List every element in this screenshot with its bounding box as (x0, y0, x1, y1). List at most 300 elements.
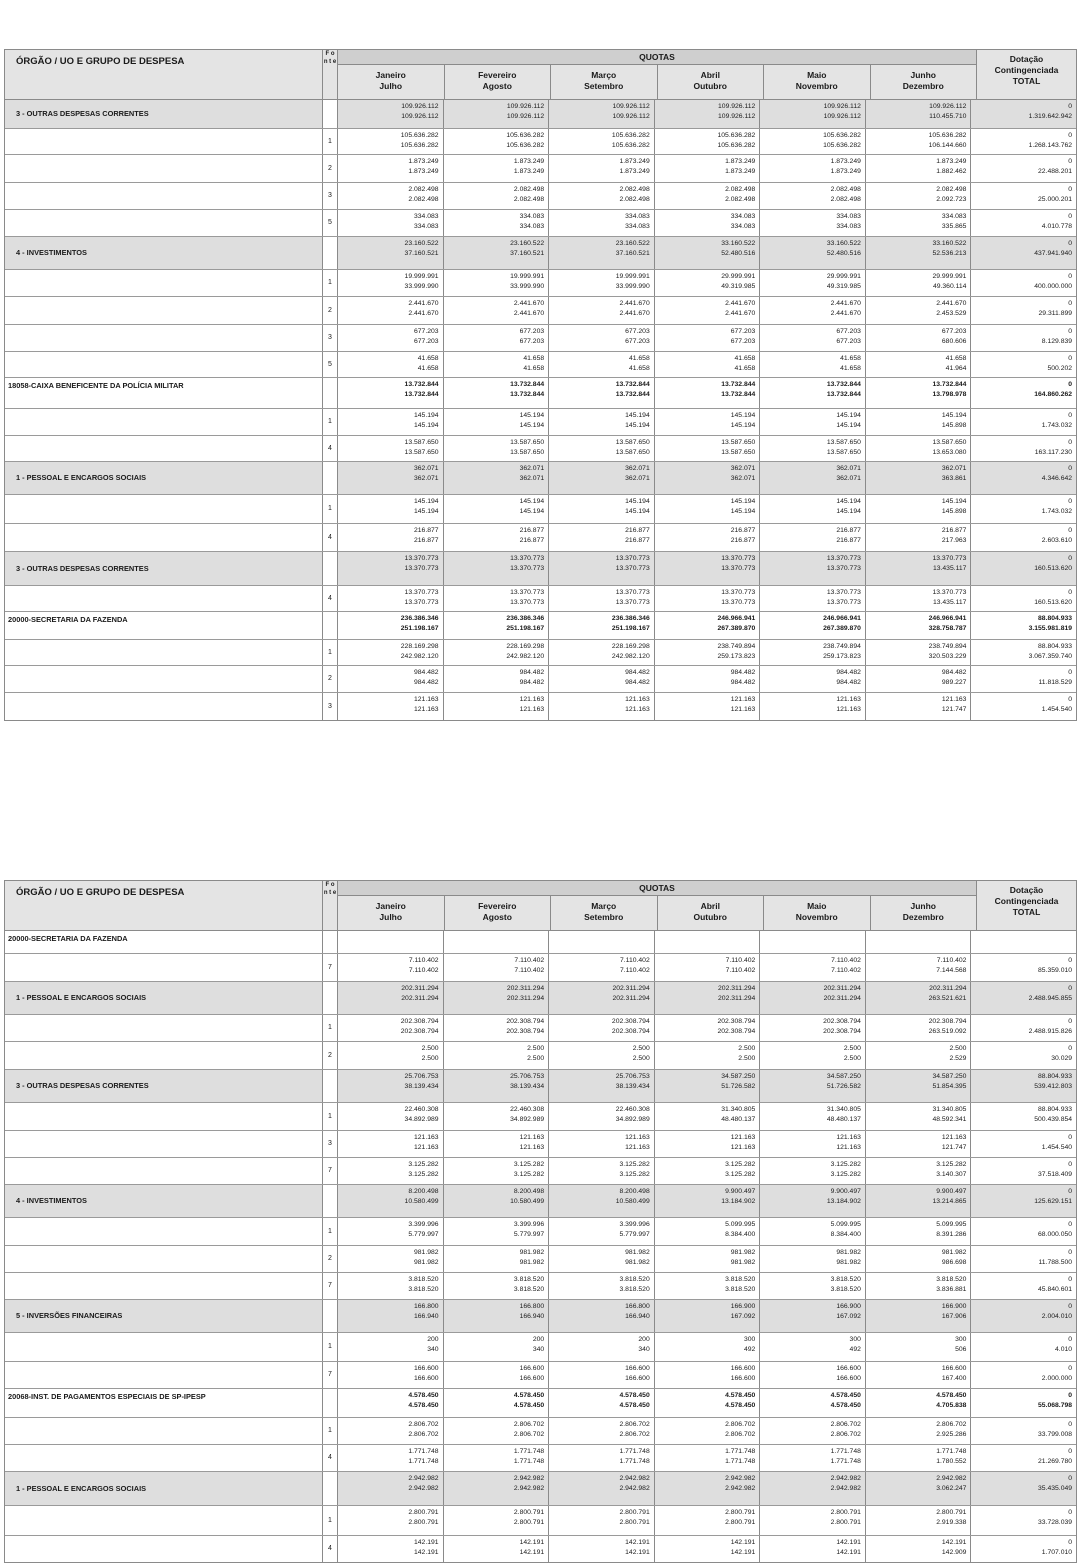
quota-cell (337, 270, 443, 296)
quota-first-half: 984.482 (836, 669, 861, 676)
quota-cell (759, 1389, 865, 1417)
quota-cell (548, 982, 654, 1014)
total-cell (970, 1362, 1076, 1388)
quota-first-half: 2.500 (949, 1045, 967, 1052)
total-cell (970, 155, 1076, 182)
quota-cell (759, 1070, 865, 1102)
row-label (5, 1103, 322, 1130)
quota-cell (865, 1333, 971, 1361)
quota-first-half: 9.900.497 (725, 1188, 756, 1195)
quota-second-half: 334.083 (519, 223, 545, 230)
quota-second-half: 166.600 (625, 1375, 650, 1382)
quota-second-half: 2.806.702 (619, 1431, 650, 1438)
month-header (338, 896, 444, 930)
organ-row (5, 377, 1076, 408)
quota-first-half: 677.203 (625, 328, 650, 335)
quota-cell (443, 982, 549, 1014)
row-label (5, 1445, 322, 1471)
quota-second-half: 2.441.670 (619, 310, 650, 317)
quota-first-half: 362.071 (836, 465, 861, 472)
total-value: 437.941.940 (1034, 250, 1073, 257)
fonte-code: 2 (322, 155, 337, 182)
quota-cell (759, 640, 865, 665)
quota-first-half: 228.169.298 (506, 643, 545, 650)
total-header-line3: TOTAL (1012, 76, 1041, 86)
row-label: 20068-INST. DE PAGAMENTOS ESPECIAIS DE SP-IPESP (5, 1389, 322, 1417)
quota-cell (337, 1389, 443, 1417)
quota-first-half: 981.982 (414, 1249, 439, 1256)
budget-table-page-1 (4, 49, 1077, 721)
fonte-row (5, 1361, 1076, 1388)
quota-cell (548, 1536, 654, 1562)
quota-cell (337, 378, 443, 408)
quota-first-half: 142.191 (625, 1539, 650, 1546)
quota-cell (443, 1246, 549, 1272)
row-label: 4 - INVESTIMENTOS (5, 237, 322, 269)
quota-first-half: 31.340.805 (932, 1106, 967, 1113)
row-label (5, 1362, 322, 1388)
quota-first-half: 13.732.844 (615, 381, 650, 388)
quota-first-half: 246.966.941 (928, 615, 967, 622)
quota-second-half: 145.194 (519, 508, 545, 515)
quota-first-half: 2.500 (527, 1045, 545, 1052)
total-cell (970, 237, 1076, 269)
quota-first-half: 3.818.520 (830, 1276, 861, 1283)
quota-cell (443, 129, 549, 154)
quota-first-half: 29.999.991 (721, 273, 756, 280)
quota-cell (654, 1131, 760, 1157)
quota-first-half: 142.191 (519, 1539, 545, 1546)
quota-cell (759, 270, 865, 296)
quota-second-half: 105.636.282 (400, 142, 439, 149)
expense-group-row (5, 551, 1076, 585)
total-cell (970, 183, 1076, 209)
quota-cell (548, 1131, 654, 1157)
quota-cell (548, 1158, 654, 1184)
month-name-first-half: Fevereiro (478, 901, 517, 911)
quota-second-half: 3.836.881 (936, 1286, 967, 1293)
row-label: 3 - OUTRAS DESPESAS CORRENTES (5, 1070, 322, 1102)
quota-cell (865, 1070, 971, 1102)
quota-first-half: 2.082.498 (936, 186, 967, 193)
quota-cell (548, 155, 654, 182)
quota-first-half: 202.311.294 (612, 985, 650, 992)
quota-second-half: 2.500 (527, 1055, 545, 1062)
quota-first-half: 1.771.748 (936, 1448, 967, 1455)
quota-cell (548, 1300, 654, 1332)
row-label (5, 409, 322, 435)
quota-cell (865, 270, 971, 296)
quota-second-half: 1.873.249 (513, 168, 545, 175)
quota-cell (654, 693, 760, 720)
quota-first-half: 981.982 (730, 1249, 756, 1256)
quota-second-half: 51.726.582 (826, 1083, 861, 1090)
total-cell (970, 693, 1076, 720)
quota-cell (337, 524, 443, 551)
quota-first-half: 202.311.294 (823, 985, 861, 992)
quota-first-half: 2.942.982 (936, 1475, 967, 1482)
quota-second-half: 1.873.249 (408, 168, 439, 175)
quota-second-half: 52.480.516 (721, 250, 756, 257)
quota-first-half: 236.386.346 (506, 615, 545, 622)
quota-second-half: 242.982.120 (506, 653, 545, 660)
quota-cell (654, 100, 760, 128)
total-cell (970, 931, 1076, 953)
quota-cell (865, 586, 971, 611)
quota-cell (865, 378, 971, 408)
quota-cell (443, 1218, 549, 1245)
quota-second-half: 121.163 (414, 706, 439, 713)
quota-cell (865, 183, 971, 209)
quota-first-half: 334.083 (836, 213, 861, 220)
quota-second-half: 166.600 (414, 1375, 439, 1382)
quota-first-half: 202.311.294 (718, 985, 756, 992)
quota-second-half: 33.999.990 (615, 283, 650, 290)
row-label: 18058-CAIXA BENEFICENTE DA POLÍCIA MILITAR (5, 378, 322, 408)
quota-cell (865, 1015, 971, 1041)
fonte-code: 3 (322, 1131, 337, 1157)
quota-second-half: 121.163 (414, 1144, 439, 1151)
quota-second-half: 145.194 (414, 508, 439, 515)
quota-first-half: 2.441.670 (936, 300, 967, 307)
quota-second-half: 981.982 (836, 1259, 861, 1266)
quota-cell (865, 462, 971, 494)
quota-first-half: 34.587.250 (721, 1073, 756, 1080)
quota-second-half: 7.110.402 (725, 967, 756, 974)
quota-first-half: 166.600 (730, 1365, 756, 1372)
quota-second-half: 142.191 (836, 1549, 861, 1556)
quota-cell (548, 1070, 654, 1102)
quota-second-half: 986.698 (941, 1259, 967, 1266)
quota-second-half: 263.521.621 (928, 995, 967, 1002)
quota-cell (654, 552, 760, 585)
quota-second-half: 8.391.286 (936, 1231, 967, 1238)
fonte-code (322, 612, 337, 639)
quota-second-half: 4.578.450 (408, 1402, 439, 1409)
fonte-row (5, 435, 1076, 461)
quota-first-half: 13.732.844 (826, 381, 861, 388)
quota-second-half: 121.163 (730, 1144, 756, 1151)
quota-second-half: 2.082.498 (408, 196, 439, 203)
quota-second-half: 2.942.982 (830, 1485, 861, 1492)
quota-first-half: 145.194 (836, 498, 861, 505)
quota-cell (443, 552, 549, 585)
quota-first-half: 2.500 (421, 1045, 439, 1052)
quota-first-half: 145.194 (941, 412, 967, 419)
total-value: 1.319.642.942 (1028, 113, 1073, 120)
quota-first-half: 109.926.112 (506, 103, 545, 110)
quota-second-half: 3.140.307 (936, 1171, 967, 1178)
quota-first-half: 8.200.498 (619, 1188, 650, 1195)
total-contingenciada: 0 (1068, 555, 1073, 562)
quota-second-half: 13.184.902 (826, 1198, 861, 1205)
quota-cell (337, 1536, 443, 1562)
expense-group-row (5, 461, 1076, 494)
total-cell (970, 1158, 1076, 1184)
quota-second-half: 105.636.282 (611, 142, 650, 149)
quota-cell (337, 1445, 443, 1471)
fonte-row (5, 324, 1076, 351)
quota-first-half: 109.926.112 (929, 103, 967, 110)
month-name-first-half: Março (591, 901, 617, 911)
quota-cell (337, 436, 443, 461)
quota-second-half: 13.370.773 (510, 599, 545, 606)
month-header (338, 65, 444, 99)
quota-first-half: 2.500 (843, 1045, 861, 1052)
quota-first-half: 1.771.748 (408, 1448, 439, 1455)
quota-cell (548, 210, 654, 236)
quota-second-half: 145.194 (730, 422, 756, 429)
row-label (5, 1273, 322, 1299)
quota-second-half: 49.319.985 (826, 283, 861, 290)
quota-cell (337, 1506, 443, 1535)
total-value: 8.129.839 (1041, 338, 1073, 345)
quota-first-half: 105.636.282 (928, 132, 967, 139)
total-value: 4.010 (1055, 1346, 1073, 1353)
quota-first-half: 13.370.773 (932, 555, 967, 562)
quota-cell (337, 1015, 443, 1041)
quota-cell (548, 1185, 654, 1217)
quota-cell (654, 1158, 760, 1184)
quota-cell (548, 1362, 654, 1388)
quota-first-half: 13.587.650 (615, 439, 650, 446)
quota-cell (548, 1445, 654, 1471)
quota-second-half: 121.163 (730, 706, 756, 713)
total-contingenciada: 0 (1068, 465, 1073, 472)
quota-cell (654, 1389, 760, 1417)
quota-cell (865, 352, 971, 377)
quota-second-half: 2.500 (843, 1055, 861, 1062)
quota-second-half: 202.311.294 (506, 995, 545, 1002)
quota-second-half: 121.747 (941, 1144, 967, 1151)
row-label: 1 - PESSOAL E ENCARGOS SOCIAIS (5, 1472, 322, 1505)
quota-second-half: 13.798.978 (932, 391, 967, 398)
quota-first-half: 13.370.773 (826, 555, 861, 562)
quota-second-half: 167.092 (836, 1313, 861, 1320)
quota-cell (443, 237, 549, 269)
row-label (5, 495, 322, 523)
quota-cell (443, 1362, 549, 1388)
quota-cell (548, 325, 654, 351)
quota-second-half: 38.139.434 (615, 1083, 650, 1090)
quota-first-half: 4.578.450 (725, 1392, 756, 1399)
fonte-code: 1 (322, 129, 337, 154)
total-cell (970, 352, 1076, 377)
fonte-code: 4 (322, 1445, 337, 1471)
quota-second-half: 1.771.748 (830, 1458, 861, 1465)
quota-cell (654, 129, 760, 154)
quota-first-half: 3.399.996 (619, 1221, 650, 1228)
expense-group-row (5, 236, 1076, 269)
quota-second-half: 13.732.844 (404, 391, 439, 398)
quota-first-half: 145.194 (730, 412, 756, 419)
total-header-line3: TOTAL (1012, 907, 1041, 917)
quota-cell (548, 1472, 654, 1505)
quota-second-half: 3.125.282 (619, 1171, 650, 1178)
quota-second-half: 334.083 (730, 223, 756, 230)
quota-cell (759, 352, 865, 377)
quota-second-half: 145.898 (941, 508, 967, 515)
quota-second-half: 41.658 (840, 365, 861, 372)
quota-cell (443, 693, 549, 720)
total-contingenciada: 0 (1068, 1161, 1073, 1168)
quota-second-half: 13.732.844 (510, 391, 545, 398)
quota-first-half: 13.732.844 (932, 381, 967, 388)
quota-second-half: 4.705.838 (936, 1402, 967, 1409)
quota-cell (865, 1472, 971, 1505)
expense-group-row (5, 1299, 1076, 1332)
quota-cell (443, 100, 549, 128)
quota-cell (548, 270, 654, 296)
quota-first-half: 362.071 (941, 465, 967, 472)
quota-second-half: 1.882.462 (936, 168, 967, 175)
quota-first-half: 23.160.522 (404, 240, 439, 247)
organ-row (5, 1388, 1076, 1417)
quota-second-half: 13.587.650 (826, 449, 861, 456)
quota-first-half: 984.482 (414, 669, 439, 676)
quota-cell (337, 552, 443, 585)
quota-second-half: 202.308.794 (717, 1028, 756, 1035)
quota-cell (548, 495, 654, 523)
row-label: 4 - INVESTIMENTOS (5, 1185, 322, 1217)
fonte-code: 3 (322, 693, 337, 720)
fonte-code: 7 (322, 954, 337, 981)
total-contingenciada: 0 (1068, 213, 1073, 220)
quota-second-half: 145.194 (730, 508, 756, 515)
month-name-first-half: Janeiro (375, 901, 406, 911)
month-name-first-half: Fevereiro (478, 70, 517, 80)
total-contingenciada: 0 (1068, 1221, 1073, 1228)
total-contingenciada: 0 (1068, 527, 1073, 534)
quota-cell (443, 155, 549, 182)
quota-second-half: 51.854.395 (932, 1083, 967, 1090)
quota-cell (865, 1273, 971, 1299)
quota-first-half: 2.500 (632, 1045, 650, 1052)
quota-first-half: 216.877 (836, 527, 861, 534)
quota-second-half: 121.163 (625, 706, 650, 713)
quota-second-half: 121.163 (836, 1144, 861, 1151)
fonte-row (5, 408, 1076, 435)
quota-first-half: 2.942.982 (830, 1475, 861, 1482)
total-cell (970, 1389, 1076, 1417)
quota-second-half: 145.898 (941, 422, 967, 429)
quota-second-half: 340 (532, 1346, 545, 1353)
quota-cell (654, 1418, 760, 1444)
total-cell (970, 129, 1076, 154)
total-value: 37.518.409 (1038, 1171, 1073, 1178)
quota-second-half: 989.227 (941, 679, 967, 686)
quota-cell (654, 270, 760, 296)
quota-first-half: 145.194 (625, 498, 650, 505)
quota-cell (337, 1185, 443, 1217)
quota-second-half: 142.909 (941, 1549, 967, 1556)
quota-second-half: 109.926.112 (718, 113, 756, 120)
row-label (5, 1506, 322, 1535)
quota-first-half: 7.110.402 (620, 957, 650, 964)
quota-second-half: 121.747 (941, 706, 967, 713)
quota-cell (337, 1158, 443, 1184)
quota-second-half: 984.482 (625, 679, 650, 686)
quota-cell (443, 1333, 549, 1361)
quota-cell (337, 931, 443, 953)
quota-cell (654, 640, 760, 665)
quota-first-half: 334.083 (941, 213, 967, 220)
quota-second-half: 41.658 (417, 365, 439, 372)
quota-first-half: 5.099.995 (936, 1221, 967, 1228)
total-contingenciada: 0 (1068, 1509, 1073, 1516)
quota-cell (654, 495, 760, 523)
quota-second-half: 4.578.450 (725, 1402, 756, 1409)
total-contingenciada: 0 (1068, 1276, 1073, 1283)
fonte-code: 1 (322, 1333, 337, 1361)
fonte-code: 2 (322, 1246, 337, 1272)
quota-cell (548, 378, 654, 408)
quota-cell (759, 1418, 865, 1444)
quota-first-half: 166.600 (519, 1365, 545, 1372)
quota-first-half: 2.806.702 (936, 1421, 967, 1428)
quota-first-half: 1.771.748 (830, 1448, 861, 1455)
quota-cell (337, 129, 443, 154)
quota-first-half: 3.125.282 (936, 1161, 967, 1168)
quota-cell (759, 1158, 865, 1184)
quota-first-half: 3.399.996 (408, 1221, 439, 1228)
quota-second-half: 2.441.670 (725, 310, 756, 317)
quota-cell (337, 693, 443, 720)
quota-second-half: 216.877 (519, 537, 545, 544)
quota-cell (865, 1246, 971, 1272)
total-contingenciada: 0 (1068, 696, 1073, 703)
quota-second-half: 2.806.702 (408, 1431, 439, 1438)
quota-second-half: 37.160.521 (404, 250, 439, 257)
quota-cell (443, 524, 549, 551)
quota-first-half: 677.203 (941, 328, 967, 335)
total-cell (970, 1445, 1076, 1471)
quota-first-half: 166.900 (730, 1303, 756, 1310)
quota-first-half: 41.658 (945, 355, 967, 362)
quota-second-half: 263.519.092 (928, 1028, 967, 1035)
quota-second-half: 5.779.997 (513, 1231, 545, 1238)
quota-second-half: 2.800.791 (830, 1519, 861, 1526)
quota-cell (865, 1218, 971, 1245)
total-contingenciada: 0 (1068, 273, 1073, 280)
quota-first-half: 29.999.991 (932, 273, 967, 280)
quota-second-half: 13.653.080 (932, 449, 967, 456)
quota-cell (759, 462, 865, 494)
fonte-code (322, 462, 337, 494)
total-value: 1.707.010 (1041, 1549, 1073, 1556)
quota-second-half: 49.319.985 (721, 283, 756, 290)
quota-second-half: 677.203 (519, 338, 545, 345)
quota-first-half: 2.800.791 (830, 1509, 861, 1516)
quota-first-half: 984.482 (730, 669, 756, 676)
total-value: 1.454.540 (1041, 706, 1073, 713)
total-value: 1.268.143.762 (1028, 142, 1073, 149)
quota-second-half: 2.500 (738, 1055, 756, 1062)
fonte-code (322, 982, 337, 1014)
quota-cell (759, 378, 865, 408)
quota-first-half: 202.308.794 (717, 1018, 756, 1025)
row-label (5, 1131, 322, 1157)
quota-first-half: 334.083 (730, 213, 756, 220)
fonte-row (5, 1157, 1076, 1184)
month-header (550, 65, 657, 99)
fonte-code (322, 378, 337, 408)
quota-first-half: 2.441.670 (513, 300, 545, 307)
quota-cell (548, 1506, 654, 1535)
total-cell (970, 495, 1076, 523)
total-contingenciada: 0 (1068, 498, 1073, 505)
month-header (444, 65, 551, 99)
